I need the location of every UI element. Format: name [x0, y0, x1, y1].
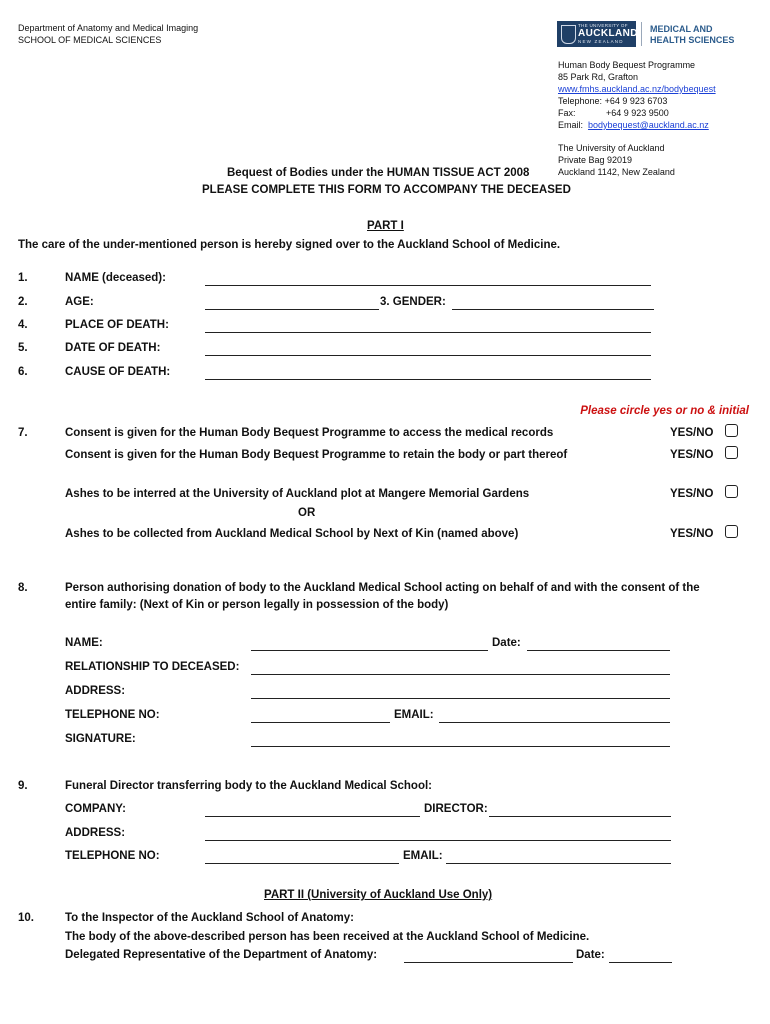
ashes-collected-checkbox[interactable] [725, 525, 738, 538]
website-link[interactable]: www.fmhs.auckland.ac.nz/bodybequest [558, 84, 716, 94]
delegated-rep-field[interactable] [404, 962, 573, 963]
consent-medical-records-yesno[interactable]: YES/NO [670, 427, 714, 439]
funeral-director-text: Funeral Director transferring body to the Auckland Medical School: [65, 780, 432, 792]
date-of-death-field[interactable] [205, 355, 651, 356]
authoriser-address-label: ADDRESS: [65, 685, 126, 697]
age-field[interactable] [205, 309, 379, 310]
faculty-line-2: HEALTH SCIENCES [650, 35, 735, 45]
ashes-interred-checkbox[interactable] [725, 485, 738, 498]
city: Auckland 1142, New Zealand [558, 167, 675, 177]
authoriser-telephone-label: TELEPHONE NO: [65, 709, 160, 721]
email-line [558, 119, 768, 131]
delegated-rep-label: Delegated Representative of the Department of Anatomy: [65, 949, 378, 961]
field-num-4: 4. [18, 319, 28, 331]
authoriser-date-label: Date: [492, 637, 521, 649]
part2-date-field[interactable] [609, 962, 672, 963]
funeral-telephone-field[interactable] [205, 863, 399, 864]
authoriser-email-label: EMAIL: [394, 709, 434, 721]
authoriser-text-line-1: Person authorising donation of body to the Auckland Medical School acting on behalf of and with the consent of the [65, 582, 700, 594]
form-title: Bequest of Bodies under the HUMAN TISSUE ACT 2008 [227, 167, 530, 179]
telephone-value: +64 9 923 6703 [604, 96, 668, 106]
field-num-9: 9. [18, 780, 28, 792]
form-subtitle: PLEASE COMPLETE THIS FORM TO ACCOMPANY THE DECEASED [202, 184, 571, 196]
faculty-line-1: MEDICAL AND [650, 24, 713, 34]
authoriser-telephone-field[interactable] [251, 722, 390, 723]
field-num-8: 8. [18, 582, 28, 594]
field-num-6: 6. [18, 366, 28, 378]
school-name: SCHOOL OF MEDICAL SCIENCES [18, 35, 162, 45]
cause-of-death-field[interactable] [205, 379, 651, 380]
ashes-interred-yesno[interactable]: YES/NO [670, 488, 714, 500]
authoriser-name-label: NAME: [65, 637, 103, 649]
part1-intro: The care of the under-mentioned person is hereby signed over to the Auckland School of Medicine. [18, 239, 561, 251]
director-field[interactable] [489, 816, 671, 817]
field-num-7: 7. [18, 427, 28, 439]
part1-heading: PART I [367, 220, 404, 232]
crest-icon [561, 25, 576, 44]
body-received-line: The body of the above-described person has been received at the Auckland School of Medicine. [65, 931, 590, 943]
field-num-10: 10. [18, 912, 34, 924]
ashes-collected-yesno[interactable]: YES/NO [670, 528, 714, 540]
programme-name: Human Body Bequest Programme [558, 60, 696, 70]
ashes-interred-text: Ashes to be interred at the University of Auckland plot at Mangere Memorial Gardens [65, 488, 530, 500]
relationship-field[interactable] [251, 674, 670, 675]
private-bag: Private Bag 92019 [558, 155, 633, 165]
authoriser-text-line-2: entire family: (Next of Kin or person legally in possession of the body) [65, 599, 449, 611]
company-field[interactable] [205, 816, 420, 817]
authoriser-date-field[interactable] [527, 650, 670, 651]
field-num-1: 1. [18, 272, 28, 284]
field-num-5: 5. [18, 342, 28, 354]
funeral-email-field[interactable] [446, 863, 671, 864]
name-deceased-label: NAME (deceased): [65, 272, 166, 284]
university-logo [557, 21, 636, 47]
gender-label: 3. GENDER: [380, 296, 446, 308]
fax-label: Fax: [558, 108, 576, 118]
contact-block [558, 59, 768, 178]
director-label: DIRECTOR: [424, 803, 488, 815]
consent-retain-body-text: Consent is given for the Human Body Bequest Programme to retain the body or part thereof [65, 449, 568, 461]
authoriser-address-field[interactable] [251, 698, 670, 699]
date-of-death-label: DATE OF DEATH: [65, 342, 161, 354]
funeral-telephone-label: TELEPHONE NO: [65, 850, 160, 862]
place-of-death-field[interactable] [205, 332, 651, 333]
signature-label: SIGNATURE: [65, 733, 136, 745]
gender-field[interactable] [452, 309, 654, 310]
part2-date-label: Date: [576, 949, 605, 961]
signature-field[interactable] [251, 746, 670, 747]
consent-retain-body-checkbox[interactable] [725, 446, 738, 459]
place-of-death-label: PLACE OF DEATH: [65, 319, 169, 331]
circle-instruction: Please circle yes or no & initial [580, 405, 749, 417]
authoriser-email-field[interactable] [439, 722, 670, 723]
funeral-address-label: ADDRESS: [65, 827, 126, 839]
email-label: Email: [558, 120, 584, 130]
or-separator: OR [298, 507, 316, 519]
logo-small-text: THE UNIVERSITY OF [578, 23, 628, 28]
field-num-2: 2. [18, 296, 28, 308]
fax-value: +64 9 923 9500 [606, 108, 669, 118]
university-name: The University of Auckland [558, 143, 665, 153]
telephone-label: Telephone: [558, 96, 603, 106]
authoriser-name-field[interactable] [251, 650, 488, 651]
ashes-collected-text: Ashes to be collected from Auckland Medical School by Next of Kin (named above) [65, 528, 519, 540]
consent-retain-body-yesno[interactable]: YES/NO [670, 449, 714, 461]
part2-heading: PART II (University of Auckland Use Only) [264, 889, 493, 901]
logo-sub-text: NEW ZEALAND [578, 39, 624, 44]
telephone-line [558, 95, 768, 107]
fax-line [558, 107, 768, 119]
relationship-label: RELATIONSHIP TO DECEASED: [65, 661, 240, 673]
funeral-email-label: EMAIL: [403, 850, 443, 862]
consent-medical-records-checkbox[interactable] [725, 424, 738, 437]
age-label: AGE: [65, 296, 94, 308]
cause-of-death-label: CAUSE OF DEATH: [65, 366, 171, 378]
department-name: Department of Anatomy and Medical Imaging [18, 23, 199, 33]
company-label: COMPANY: [65, 803, 126, 815]
logo-main-text: AUCKLAND [578, 28, 638, 39]
faculty-name [650, 24, 734, 46]
street-address: 85 Park Rd, Grafton [558, 72, 639, 82]
name-deceased-field[interactable] [205, 285, 651, 286]
consent-medical-records-text: Consent is given for the Human Body Bequest Programme to access the medical records [65, 427, 554, 439]
logo-divider [641, 22, 642, 46]
funeral-address-field[interactable] [205, 840, 671, 841]
inspector-line: To the Inspector of the Auckland School of Anatomy: [65, 912, 354, 924]
email-link[interactable]: bodybequest@auckland.ac.nz [588, 120, 709, 130]
